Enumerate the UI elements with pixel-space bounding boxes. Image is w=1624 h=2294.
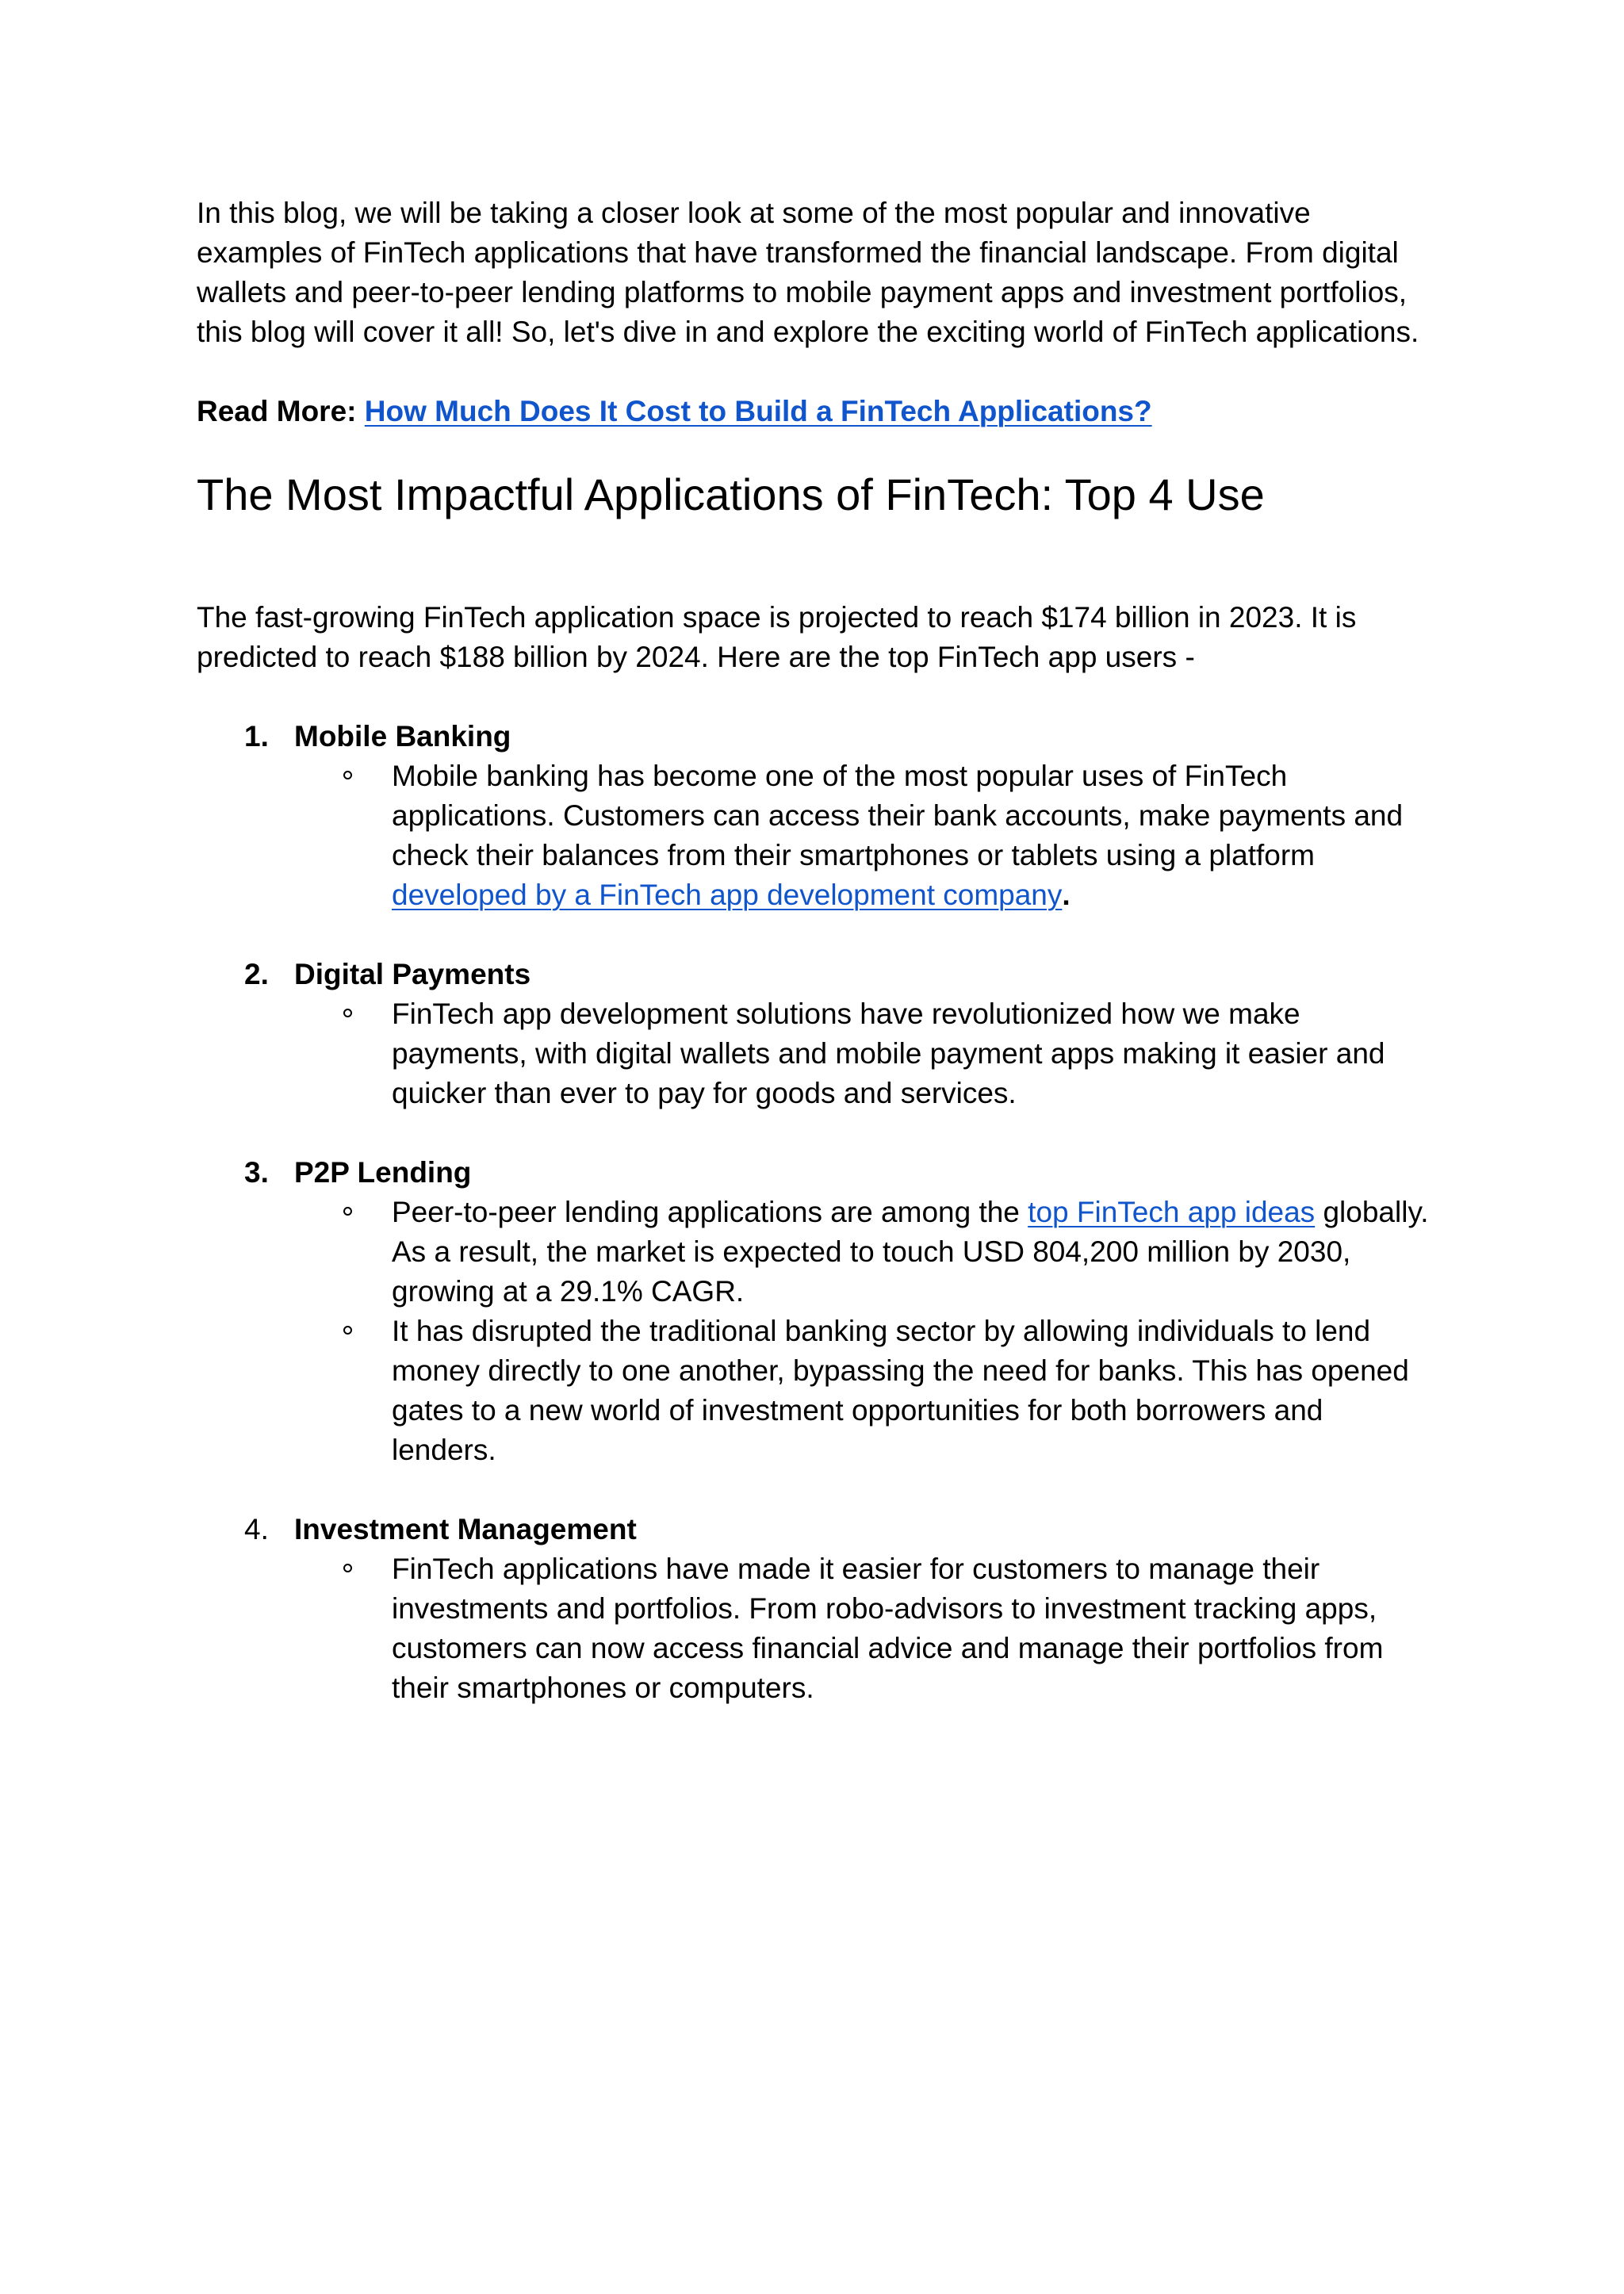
hollow-bullet-icon bbox=[343, 1009, 352, 1017]
hollow-bullet-icon bbox=[343, 1564, 352, 1572]
intro-paragraph: In this blog, we will be taking a closer look at some of the most popular and innovative examples of FinTech applications that have transformed the financial landscape. From digital wallets and peer-to-peer lending platforms to mobile payment apps and investment portfolios, this blog will cover it all! So, let's dive in and explore the exciting world of FinTech applications. bbox=[197, 197, 1419, 348]
bullet-item bbox=[294, 1312, 1434, 1470]
bullet-text: FinTech app development solutions have revolutionized how we make payments, with digital wallets and mobile payment apps making it easier and quicker than ever to pay for goods and services. bbox=[392, 998, 1385, 1109]
bullet-item bbox=[294, 756, 1434, 915]
fintech-company-link[interactable]: developed by a FinTech app development company bbox=[392, 879, 1063, 911]
bullet-text: It has disrupted the traditional banking sector by allowing individuals to lend money directly to one another, bypassing the need for banks. This has opened gates to a new world of investment opportunities for both borrowers and lenders. bbox=[392, 1315, 1409, 1466]
list-item-p2p-lending bbox=[197, 1153, 1434, 1470]
hollow-bullet-icon bbox=[343, 771, 352, 779]
hollow-bullet-icon bbox=[343, 1207, 352, 1216]
list-number: 1. bbox=[244, 720, 269, 753]
app-ideas-link[interactable]: top FinTech app ideas bbox=[1028, 1196, 1316, 1228]
market-paragraph: The fast-growing FinTech application space is projected to reach $174 billion in 2023. It is predicted to reach $188 billion by 2024. Here are the top FinTech app users - bbox=[197, 601, 1357, 673]
read-more-link[interactable]: How Much Does It Cost to Build a FinTech Applications? bbox=[364, 395, 1152, 427]
item-title: Investment Management bbox=[294, 1513, 637, 1545]
item-title: Digital Payments bbox=[294, 958, 531, 990]
document-page bbox=[197, 193, 1434, 1708]
bullet-text-end: . bbox=[1062, 879, 1071, 911]
use-case-list bbox=[197, 717, 1434, 1708]
list-item-investment-management bbox=[197, 1510, 1434, 1708]
hollow-bullet-icon bbox=[343, 1326, 352, 1335]
bullet-item bbox=[294, 1193, 1434, 1312]
list-number: 3. bbox=[244, 1156, 269, 1189]
read-more-line bbox=[197, 392, 1434, 431]
read-more-label: Read More: bbox=[197, 395, 357, 427]
item-title: P2P Lending bbox=[294, 1156, 472, 1189]
bullet-text: Mobile banking has become one of the most popular uses of FinTech applications. Customers can access their bank accounts, make payments and check their balances from their smartphones or tablets using a platform bbox=[392, 760, 1404, 871]
section-heading: The Most Impactful Applications of FinTech: Top 4 Use bbox=[197, 469, 1265, 519]
bullet-text: FinTech applications have made it easier for customers to manage their investments and portfolios. From robo-advisors to investment tracking apps, customers can now access financial advice and manage their portfolios from their smartphones or computers. bbox=[392, 1553, 1384, 1704]
list-item-mobile-banking bbox=[197, 717, 1434, 915]
bullet-text-end: globally. As a result, the market is expected to touch USD 804,200 million by 2030, growing at a 29.1% CAGR. bbox=[392, 1196, 1429, 1308]
bullet-item bbox=[294, 1549, 1434, 1708]
list-item-digital-payments bbox=[197, 955, 1434, 1113]
item-title: Mobile Banking bbox=[294, 720, 511, 753]
list-number: 2. bbox=[244, 958, 269, 990]
bullet-item bbox=[294, 994, 1434, 1113]
list-number: 4. bbox=[244, 1513, 269, 1545]
bullet-text: Peer-to-peer lending applications are among the bbox=[392, 1196, 1028, 1228]
